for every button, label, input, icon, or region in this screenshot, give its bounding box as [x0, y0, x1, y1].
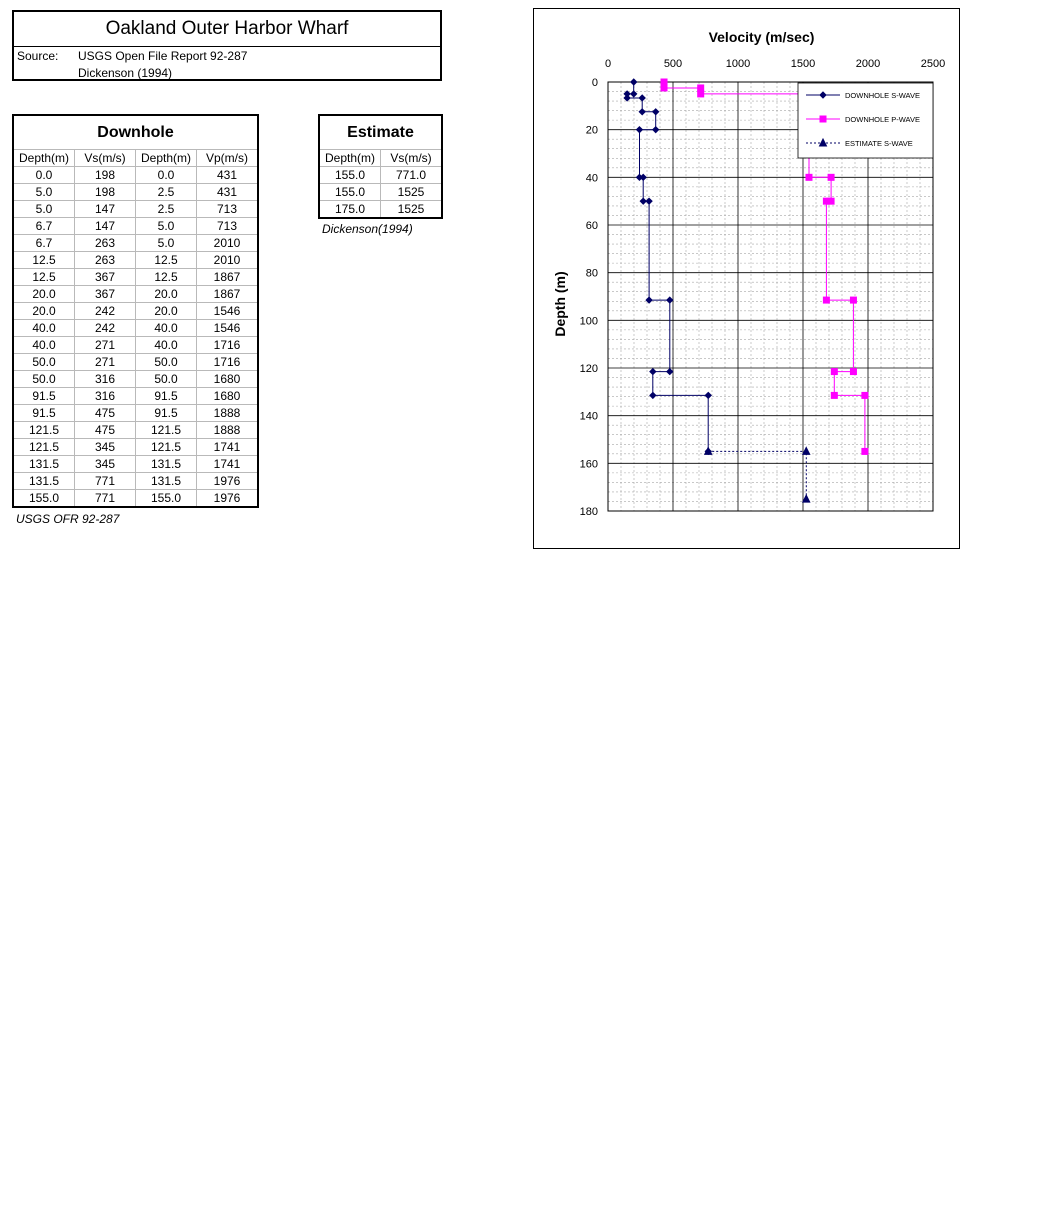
source-line-2: Dickenson (1994) — [78, 66, 173, 80]
data-point — [831, 392, 837, 398]
x-tick-label: 0 — [604, 58, 612, 70]
table-cell: 155.0 — [319, 184, 381, 201]
y-tick-label: 140 — [579, 410, 598, 423]
table-cell: 1546 — [197, 303, 259, 320]
data-point — [828, 174, 834, 180]
table-row — [13, 201, 258, 218]
table-cell: 713 — [197, 218, 259, 235]
downhole-header-row — [13, 150, 258, 167]
table-row — [319, 201, 442, 219]
table-cell: 0.0 — [136, 167, 197, 184]
table-cell: 131.5 — [13, 456, 75, 473]
data-point — [823, 297, 829, 303]
estimate-title: Estimate — [319, 115, 442, 150]
table-row — [13, 422, 258, 439]
estimate-note: Dickenson(1994) — [322, 222, 413, 236]
estimate-table — [318, 114, 443, 219]
table-cell: 1716 — [197, 337, 259, 354]
data-point — [806, 174, 812, 180]
table-cell: 91.5 — [136, 405, 197, 422]
y-axis-label: Depth (m) — [552, 271, 568, 337]
table-row — [13, 286, 258, 303]
table-cell: 345 — [75, 439, 136, 456]
table-cell: 242 — [75, 303, 136, 320]
data-point — [850, 369, 856, 375]
y-tick-label: 100 — [579, 315, 598, 328]
table-cell: 345 — [75, 456, 136, 473]
table-row — [13, 490, 258, 508]
table-row — [319, 167, 442, 184]
table-row — [13, 337, 258, 354]
table-cell: 2010 — [197, 235, 259, 252]
table-cell: 1888 — [197, 405, 259, 422]
page-title: Oakland Outer Harbor Wharf — [14, 12, 440, 47]
column-header: Depth(m) — [136, 150, 197, 167]
table-cell: 5.0 — [13, 201, 75, 218]
table-cell: 431 — [197, 184, 259, 201]
column-header: Vp(m/s) — [197, 150, 259, 167]
table-row — [13, 456, 258, 473]
x-tick-label: 2500 — [920, 58, 946, 70]
chart-title: Velocity (m/sec) — [708, 29, 815, 45]
table-cell: 1741 — [197, 456, 259, 473]
table-cell: 1976 — [197, 490, 259, 508]
table-row — [13, 252, 258, 269]
data-point — [698, 91, 704, 97]
table-cell: 263 — [75, 252, 136, 269]
y-tick-label: 120 — [579, 363, 598, 375]
table-cell: 155.0 — [13, 490, 75, 508]
data-point — [862, 392, 868, 398]
table-cell: 40.0 — [13, 320, 75, 337]
data-point — [820, 116, 826, 122]
table-cell: 50.0 — [13, 354, 75, 371]
table-cell: 431 — [197, 167, 259, 184]
table-cell: 131.5 — [136, 473, 197, 490]
downhole-title: Downhole — [13, 115, 258, 150]
table-cell: 12.5 — [136, 269, 197, 286]
table-cell: 367 — [75, 269, 136, 286]
table-cell: 5.0 — [136, 235, 197, 252]
table-cell: 131.5 — [136, 456, 197, 473]
table-cell: 271 — [75, 354, 136, 371]
table-cell: 40.0 — [136, 320, 197, 337]
table-row — [13, 354, 258, 371]
table-cell: 20.0 — [136, 286, 197, 303]
chart-svg — [534, 9, 959, 548]
table-row — [13, 473, 258, 490]
y-tick-label: 40 — [585, 172, 598, 185]
data-point — [661, 85, 667, 91]
table-row — [319, 184, 442, 201]
table-cell: 2.5 — [136, 184, 197, 201]
x-tick-label: 1000 — [725, 58, 751, 70]
legend-label: ESTIMATE S-WAVE — [845, 139, 913, 148]
legend-label: DOWNHOLE P-WAVE — [845, 115, 921, 124]
table-cell: 50.0 — [136, 371, 197, 388]
table-cell: 20.0 — [136, 303, 197, 320]
y-tick-label: 160 — [579, 458, 598, 471]
x-tick-label: 1500 — [790, 58, 816, 70]
y-tick-label: 180 — [579, 506, 598, 518]
table-cell: 475 — [75, 405, 136, 422]
data-point — [831, 369, 837, 375]
y-tick-label: 60 — [585, 220, 598, 232]
table-row — [13, 405, 258, 422]
table-cell: 2.5 — [136, 201, 197, 218]
table-cell: 40.0 — [136, 337, 197, 354]
data-point — [850, 297, 856, 303]
y-tick-label: 20 — [585, 124, 598, 137]
table-cell: 316 — [75, 371, 136, 388]
table-cell: 0.0 — [13, 167, 75, 184]
table-cell: 121.5 — [136, 422, 197, 439]
title-box — [12, 10, 442, 81]
data-point — [823, 198, 829, 204]
table-cell: 771 — [75, 473, 136, 490]
table-cell: 5.0 — [136, 218, 197, 235]
table-row — [13, 218, 258, 235]
table-cell: 1525 — [381, 201, 443, 219]
table-row — [13, 320, 258, 337]
table-row — [13, 235, 258, 252]
table-cell: 1680 — [197, 388, 259, 405]
table-cell: 771.0 — [381, 167, 443, 184]
y-tick-label: 80 — [585, 267, 598, 280]
table-cell: 1525 — [381, 184, 443, 201]
x-tick-label: 2000 — [855, 58, 881, 70]
table-cell: 155.0 — [319, 167, 381, 184]
table-cell: 1888 — [197, 422, 259, 439]
table-cell: 367 — [75, 286, 136, 303]
table-cell: 1716 — [197, 354, 259, 371]
estimate-header-row — [319, 150, 442, 167]
table-cell: 271 — [75, 337, 136, 354]
y-tick-label: 0 — [591, 77, 598, 89]
table-cell: 91.5 — [13, 405, 75, 422]
data-point — [698, 85, 704, 91]
table-cell: 147 — [75, 201, 136, 218]
table-cell: 12.5 — [13, 252, 75, 269]
table-cell: 475 — [75, 422, 136, 439]
source-line-1: USGS Open File Report 92-287 — [78, 49, 248, 63]
source-label: Source: — [17, 49, 59, 63]
table-cell: 91.5 — [13, 388, 75, 405]
table-cell: 1680 — [197, 371, 259, 388]
table-cell: 50.0 — [13, 371, 75, 388]
table-row — [13, 303, 258, 320]
table-cell: 5.0 — [13, 184, 75, 201]
table-cell: 1867 — [197, 269, 259, 286]
table-cell: 12.5 — [136, 252, 197, 269]
legend-label: DOWNHOLE S-WAVE — [845, 91, 921, 100]
table-cell: 147 — [75, 218, 136, 235]
table-cell: 1741 — [197, 439, 259, 456]
table-cell: 198 — [75, 184, 136, 201]
column-header: Depth(m) — [319, 150, 381, 167]
table-cell: 771 — [75, 490, 136, 508]
data-point — [661, 79, 667, 85]
table-cell: 12.5 — [13, 269, 75, 286]
table-row — [13, 269, 258, 286]
table-cell: 50.0 — [136, 354, 197, 371]
column-header: Depth(m) — [13, 150, 75, 167]
table-cell: 713 — [197, 201, 259, 218]
table-row — [13, 371, 258, 388]
x-tick-label: 500 — [663, 58, 683, 70]
table-row — [13, 388, 258, 405]
velocity-depth-chart — [533, 8, 960, 549]
table-cell: 121.5 — [13, 422, 75, 439]
table-cell: 242 — [75, 320, 136, 337]
table-cell: 155.0 — [136, 490, 197, 508]
table-cell: 263 — [75, 235, 136, 252]
table-cell: 2010 — [197, 252, 259, 269]
table-cell: 198 — [75, 167, 136, 184]
table-cell: 131.5 — [13, 473, 75, 490]
table-cell: 40.0 — [13, 337, 75, 354]
table-row — [13, 167, 258, 184]
table-cell: 121.5 — [136, 439, 197, 456]
table-row — [13, 184, 258, 201]
column-header: Vs(m/s) — [75, 150, 136, 167]
table-cell: 1976 — [197, 473, 259, 490]
table-cell: 175.0 — [319, 201, 381, 219]
column-header: Vs(m/s) — [381, 150, 443, 167]
data-point — [862, 448, 868, 454]
downhole-table — [12, 114, 259, 508]
table-cell: 6.7 — [13, 235, 75, 252]
table-cell: 1867 — [197, 286, 259, 303]
table-cell: 6.7 — [13, 218, 75, 235]
table-cell: 1546 — [197, 320, 259, 337]
downhole-note: USGS OFR 92-287 — [16, 512, 120, 526]
legend — [798, 83, 933, 158]
table-cell: 316 — [75, 388, 136, 405]
table-cell: 121.5 — [13, 439, 75, 456]
table-row — [13, 439, 258, 456]
table-cell: 20.0 — [13, 303, 75, 320]
table-cell: 20.0 — [13, 286, 75, 303]
table-cell: 91.5 — [136, 388, 197, 405]
